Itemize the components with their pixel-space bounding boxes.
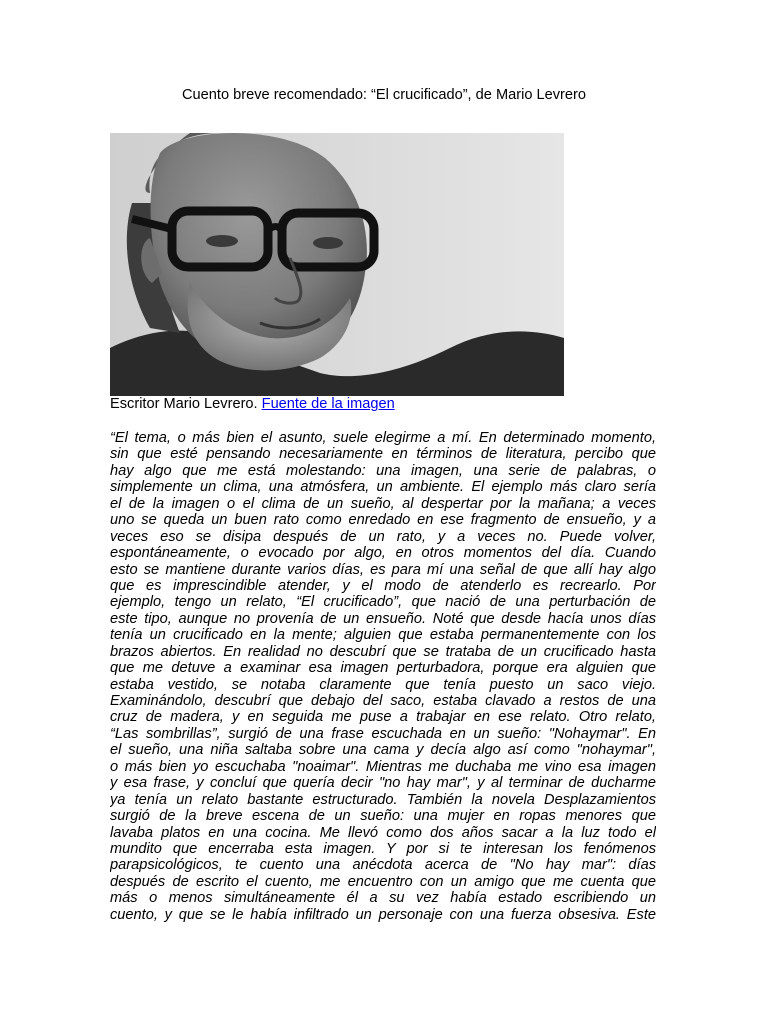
body-line: mundito que encerraba esta imagen. Y por si te interesan los fenómenos (110, 840, 656, 857)
body-line: estaba vestido, se notaba claramente que tenía puesto un saco viejo. (110, 676, 656, 693)
body-line: sin que esté pensando necesariamente en términos de literatura, percibo que (110, 446, 656, 463)
author-photo (110, 133, 564, 396)
body-line: hay algo que me está molestando: una imagen, una serie de palabras, o (110, 462, 656, 479)
body-line: veces eso se disipa después de un rato, y a veces no. Puede volver, (110, 528, 656, 545)
body-line: y esa frase, y concluí que quería decir "no hay mar", y al terminar de ducharme (110, 775, 656, 792)
body-line: Examinándolo, descubrí que debajo del saco, estaba clavado a restos de una (110, 693, 656, 709)
body-line: que me detuve a examinar esa imagen perturbadora, porque era alguien que (110, 660, 656, 677)
body-line: lavaba platos en una cocina. Me llevó como dos años sacar a la luz todo el (110, 824, 656, 841)
body-line: cruz de madera, y en seguida me puse a trabajar en ese relato. Otro relato, (110, 709, 656, 726)
body-line: ejemplo, tengo un relato, “El crucificado”, que nació de una perturbación de (110, 594, 656, 611)
body-line: después de escrito el cuento, me encuentro con un amigo que me cuenta que (110, 873, 656, 890)
body-line: uno se queda un buen rato como enredado en ese fragmento de ensueño, y a (110, 512, 656, 529)
body-line: que es imprescindible atender, y el modo de atenderlo es recrearlo. Por (110, 577, 656, 594)
body-line: surgió de la breve escena de un sueño: una mujer en ropas menores que (110, 808, 656, 825)
body-line: esto se mantiene durante varios días, es para mí una señal de que allí hay algo (110, 561, 656, 578)
image-source-link[interactable]: Fuente de la imagen (261, 396, 395, 412)
document-title: Cuento breve recomendado: “El crucificado”, de Mario Levrero (182, 87, 586, 103)
body-line: este tipo, aunque no provenía de un ensueño. Noté que desde hacía unos días (110, 610, 656, 627)
body-line: el sueño, una niña saltaba sobre una cama y decía algo así como "nohaymar", (110, 742, 656, 759)
body-line: tenía un crucificado en la mente; alguien que estaba permanentemente con los (110, 627, 656, 644)
body-line: ya tenía un relato bastante estructurado. También la novela Desplazamientos (110, 791, 656, 808)
body-line: cuento, y que se le había infiltrado un personaje con una fuerza obsesiva. Este (110, 906, 656, 923)
body-line: más o menos simultáneamente él a su vez había estado escribiendo un (110, 890, 656, 907)
body-line: parapsicológicos, te cuento una anécdota acerca de "No hay mar": días (110, 857, 656, 874)
body-line: el de la imagen o el clima de un sueño, al despertar por la mañana; a veces (110, 495, 656, 512)
body-line: espontáneamente, o evocado por algo, en otros momentos del día. Cuando (110, 545, 656, 562)
caption-text: Escritor Mario Levrero. (110, 396, 262, 412)
body-line: “El tema, o más bien el asunto, suele elegirme a mí. En determinado momento, (110, 430, 656, 446)
body-line: o más bien yo escuchaba "noaimar". Mientras me duchaba me vino esa imagen (110, 758, 656, 775)
photo-caption (110, 396, 658, 413)
body-line: simplemente un clima, una atmósfera, un ambiente. El ejemplo más claro sería (110, 479, 656, 496)
body-line: “Las sombrillas”, surgió de una frase escuchada en un sueño: "Nohaymar". En (110, 725, 656, 742)
quote-body (110, 430, 656, 923)
body-line: brazos abiertos. En realidad no descubrí que se trataba de un crucificado hasta (110, 643, 656, 660)
